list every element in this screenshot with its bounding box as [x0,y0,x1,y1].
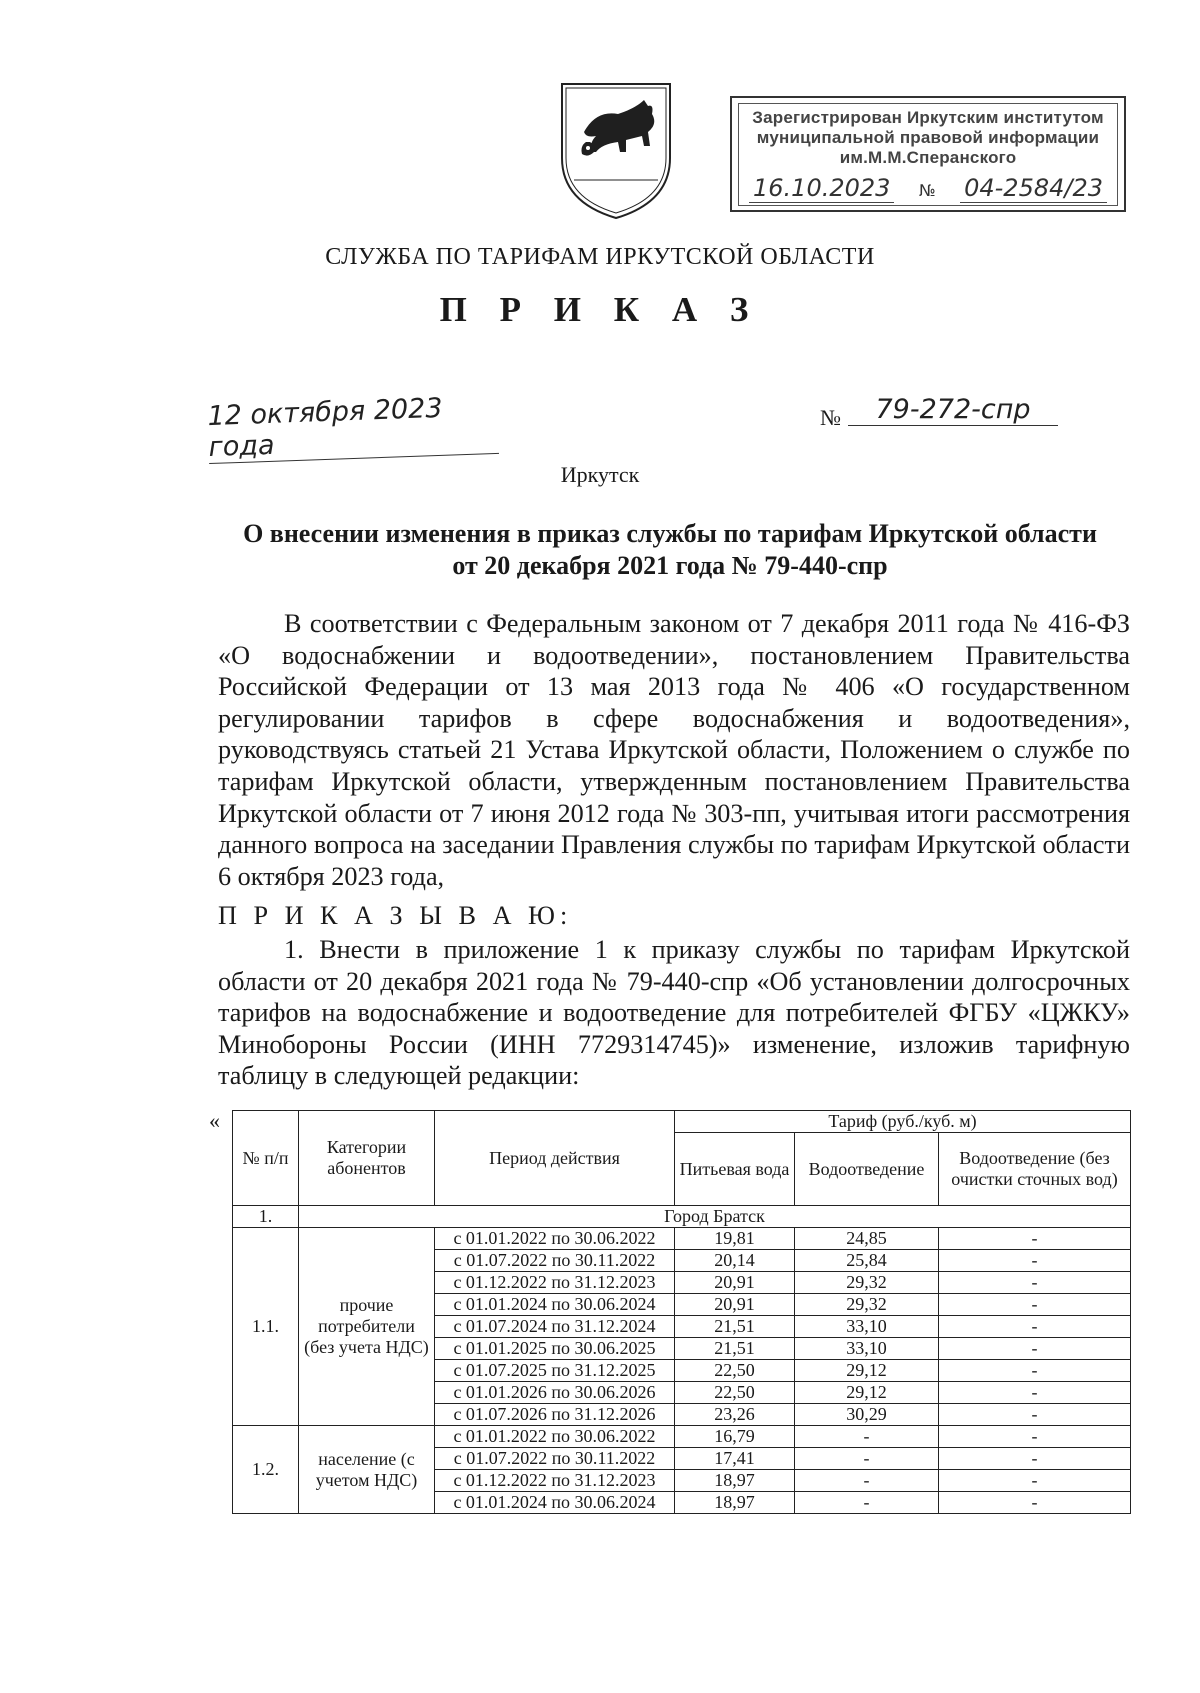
sewage-nc-cell: - [939,1492,1131,1514]
sewage-nc-cell: - [939,1426,1131,1448]
table-row [233,1426,1131,1448]
period-cell: с 01.01.2026 по 30.06.2026 [435,1382,675,1404]
period-cell: с 01.07.2025 по 31.12.2025 [435,1360,675,1382]
preamble-paragraph: В соответствии с Федеральным законом от 7 декабря 2011 года № 416-ФЗ «О водоснабжении и водоотведении», постановлением Правительства Российской Федерации от 13 мая 2013 года № 406 «О государственном регулировании тарифов в сфере водоснабжения и водоотведения», руководствуясь статьей 21 Устава Иркутской области, Положением о службе по тарифам Иркутской области, утвержденным постановлением Правительства Иркутской области от 7 июня 2012 года № 303-пп, учитывая итоги рассмотрения данного вопроса на заседании Правления службы по тарифам Иркутской области 6 октября 2023 года, [218,609,1130,891]
water-cell: 22,50 [675,1360,795,1382]
period-cell: с 01.01.2024 по 30.06.2024 [435,1294,675,1316]
sewage-cell: 29,12 [795,1382,939,1404]
period-cell: с 01.12.2022 по 31.12.2023 [435,1470,675,1492]
sewage-nc-cell: - [939,1272,1131,1294]
section-num: 1. [233,1206,299,1228]
sewage-cell: 30,29 [795,1404,939,1426]
sewage-nc-cell: - [939,1448,1131,1470]
water-cell: 23,26 [675,1404,795,1426]
header-sewage-no-cleaning: Водоотведение (без очистки сточных вод) [939,1133,1131,1206]
group-num: 1.1. [233,1228,299,1426]
sewage-nc-cell: - [939,1294,1131,1316]
header-category: Категории абонентов [299,1111,435,1206]
water-cell: 20,91 [675,1272,795,1294]
sewage-cell: 33,10 [795,1316,939,1338]
stamp-line-2: муниципальной правовой информации [756,128,1100,147]
header-tariff: Тариф (руб./куб. м) [675,1111,1131,1133]
water-cell: 16,79 [675,1426,795,1448]
sewage-nc-cell: - [939,1250,1131,1272]
header-num: № п/п [233,1111,299,1206]
coat-of-arms-icon [556,80,676,222]
water-cell: 17,41 [675,1448,795,1470]
period-cell: с 01.07.2022 по 30.11.2022 [435,1250,675,1272]
stamp-reg-date: 16.10.2023 [749,174,894,203]
table-header-row-1 [233,1111,1131,1133]
sewage-cell: 25,84 [795,1250,939,1272]
period-cell: с 01.01.2025 по 30.06.2025 [435,1338,675,1360]
water-cell: 20,91 [675,1294,795,1316]
sewage-cell: 29,12 [795,1360,939,1382]
water-cell: 21,51 [675,1316,795,1338]
sewage-nc-cell: - [939,1470,1131,1492]
table-row [233,1228,1131,1250]
sewage-cell: - [795,1492,939,1514]
group-num: 1.2. [233,1426,299,1514]
sewage-cell: - [795,1448,939,1470]
period-cell: с 01.07.2024 по 31.12.2024 [435,1316,675,1338]
header-period: Период действия [435,1111,675,1206]
group-category: население (с учетом НДС) [299,1426,435,1514]
item-1-paragraph: 1. Внести в приложение 1 к приказу службы по тарифам Иркутской области от 20 декабря 2021 года № 79-440-спр «Об установлении долгосрочных тарифов на водоснабжение и водоотведение для потребителей ФГБУ «ЦЖКУ» Минобороны России (ИНН 7729314745)» изменение, изложив тарифную таблицу в следующей редакции: [218,935,1130,1091]
stamp-reg-number: 04-2584/23 [960,174,1107,203]
water-cell: 18,97 [675,1470,795,1492]
water-cell: 22,50 [675,1382,795,1404]
header-sewage: Водоотведение [795,1133,939,1206]
document-title [210,518,1130,582]
sewage-cell: - [795,1470,939,1492]
period-cell: с 01.01.2022 по 30.06.2022 [435,1426,675,1448]
period-cell: с 01.01.2024 по 30.06.2024 [435,1492,675,1514]
period-cell: с 01.12.2022 по 31.12.2023 [435,1272,675,1294]
section-name: Город Братск [299,1206,1131,1228]
decree-word: П Р И К А З Ы В А Ю: [218,901,573,930]
title-line-1: О внесении изменения в приказ службы по тарифам Иркутской области [243,519,1097,548]
sewage-nc-cell: - [939,1316,1131,1338]
water-cell: 19,81 [675,1228,795,1250]
group-category: прочие потребители (без учета НДС) [299,1228,435,1426]
sewage-nc-cell: - [939,1404,1131,1426]
order-date: 12 октября 2023 года [207,391,499,464]
tariff-table [232,1110,1131,1514]
stamp-line-3: им.М.М.Сперанского [839,148,1017,167]
sewage-cell: 29,32 [795,1272,939,1294]
sewage-nc-cell: - [939,1360,1131,1382]
stamp-no-label: № [918,181,936,200]
registration-stamp [730,96,1126,212]
stamp-line-1: Зарегистрирован Иркутским институтом [752,108,1104,127]
open-quote: « [209,1108,220,1133]
sewage-cell: 29,32 [795,1294,939,1316]
agency-name: СЛУЖБА ПО ТАРИФАМ ИРКУТСКОЙ ОБЛАСТИ [325,244,875,270]
title-line-2: от 20 декабря 2021 года № 79-440-спр [452,551,888,580]
period-cell: с 01.07.2022 по 30.11.2022 [435,1448,675,1470]
water-cell: 21,51 [675,1338,795,1360]
order-number: 79-272-спр [848,394,1058,426]
water-cell: 18,97 [675,1492,795,1514]
sewage-nc-cell: - [939,1382,1131,1404]
header-water: Питьевая вода [675,1133,795,1206]
section-row [233,1206,1131,1228]
period-cell: с 01.01.2022 по 30.06.2022 [435,1228,675,1250]
document-type: П Р И К А З [439,290,761,329]
sewage-nc-cell: - [939,1228,1131,1250]
order-number-label: № [820,405,841,430]
city: Иркутск [560,462,640,487]
sewage-nc-cell: - [939,1338,1131,1360]
stamp-handwritten-row [743,174,1113,203]
sewage-cell: - [795,1426,939,1448]
water-cell: 20,14 [675,1250,795,1272]
sewage-cell: 24,85 [795,1228,939,1250]
sewage-cell: 33,10 [795,1338,939,1360]
period-cell: с 01.07.2026 по 31.12.2026 [435,1404,675,1426]
